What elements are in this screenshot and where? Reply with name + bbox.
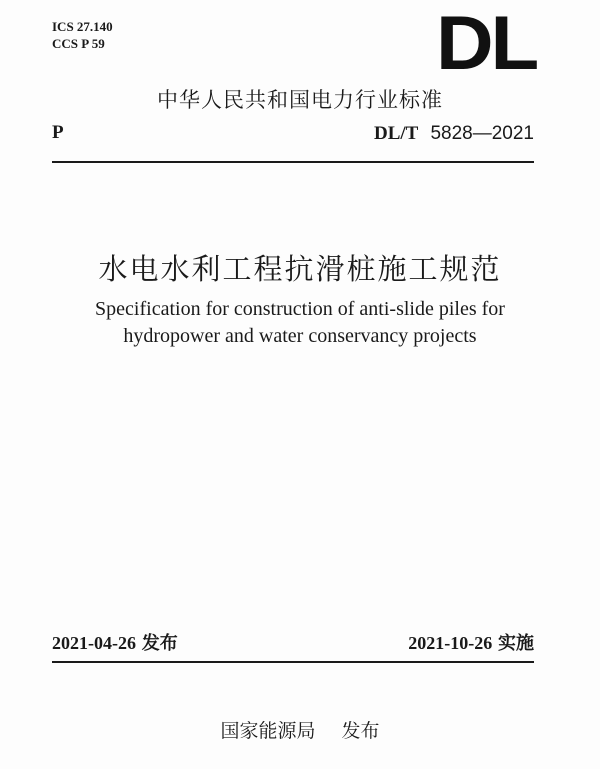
publisher [0,716,600,743]
publisher-label: 发布 [341,720,380,742]
industry-standard-heading: 中华人民共和国电力行业标准 [157,88,443,112]
standard-code: 5828—2021 [430,123,534,144]
issue-date-value: 2021-04-26 [52,633,136,653]
standard-number [374,122,534,145]
bottom-divider [52,661,534,663]
title-english [0,296,600,350]
publisher-name: 国家能源局 [220,720,316,742]
implementation-date [408,629,534,655]
implementation-date-value: 2021-10-26 [408,633,493,653]
ics-code: ICS 27.140 [52,19,113,34]
category-letter: P [52,122,64,143]
title-chinese: 水电水利工程抗滑桩施工规范 [98,252,502,286]
issue-date-label: 发布 [141,633,178,654]
top-divider [52,161,534,163]
title-english-line-2: hydropower and water conservancy projects [123,325,477,347]
dl-logo: DL [436,1,537,86]
classification-codes [52,18,113,52]
issue-date [52,629,178,655]
title-english-line-1: Specification for construction of anti-slide piles for [95,298,505,320]
ccs-code: CCS P 59 [52,36,105,51]
standard-prefix: DL/T [374,123,419,144]
implementation-date-label: 实施 [498,633,534,654]
